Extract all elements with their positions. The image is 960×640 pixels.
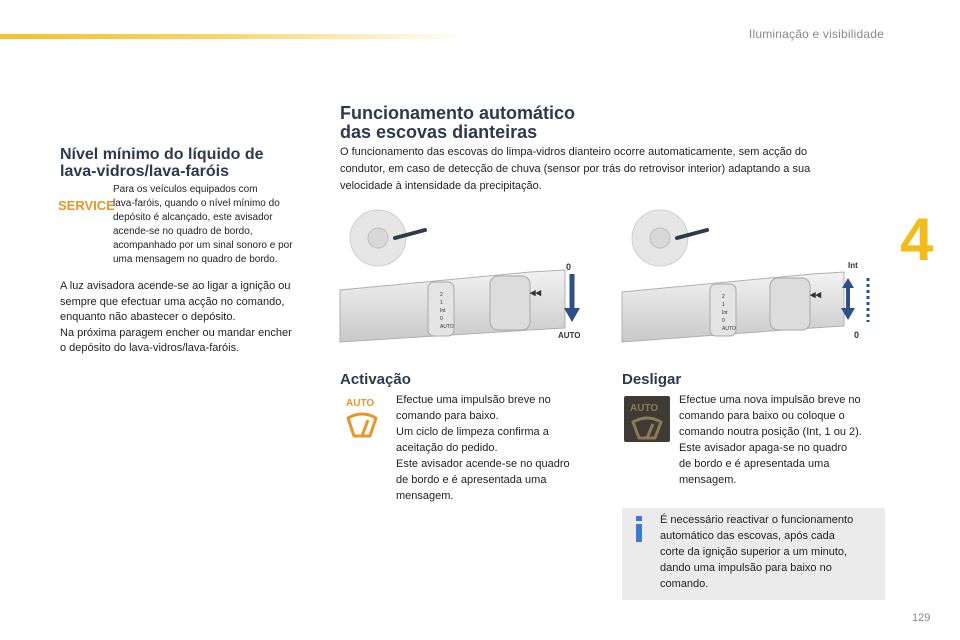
lever-label-zero: 0 (854, 330, 860, 340)
lever-tick: 1 (722, 302, 725, 308)
lever-tick: Int (722, 310, 728, 316)
lever-tick: 0 (440, 316, 443, 322)
lever-tick: Int (440, 308, 446, 314)
lever-label-zero: 0 (566, 262, 572, 272)
text-line: Efectue uma impulsão breve no (396, 394, 551, 406)
lever-deactivation-illustration (622, 212, 874, 344)
svg-text:◂◂: ◂◂ (530, 287, 542, 299)
washer-level-body (60, 279, 325, 357)
info-text (660, 512, 880, 592)
text-line: dando uma impulsão para baixo no (660, 562, 832, 574)
lever-tick: 2 (440, 292, 443, 298)
title-line: lava-vidros/lava-faróis (60, 163, 229, 180)
auto-wipers-title (340, 104, 575, 142)
auto-icon-label: AUTO (630, 403, 659, 414)
text-line: Um ciclo de limpeza confirma a (396, 426, 549, 438)
text-line: uma mensagem no quadro de bordo. (113, 254, 278, 265)
auto-icon-label: AUTO (346, 398, 375, 409)
page-number: 129 (912, 612, 931, 624)
lever-label-int: Int (848, 261, 858, 270)
text-line: comando. (660, 578, 709, 590)
text-line: Na próxima paragem encher ou mandar encher (60, 326, 292, 339)
text-line: mensagem. (396, 490, 454, 502)
text-line: de bordo e é apresentada uma (679, 458, 830, 470)
text-line: É necessário reactivar o funcionamento (660, 514, 854, 526)
lever-tick: AUTO (722, 326, 736, 332)
text-line: Este avisador acende-se no quadro (396, 458, 570, 470)
text-line: comando para baixo ou coloque o (679, 410, 845, 422)
title-line: Nível mínimo do líquido de (60, 146, 264, 163)
text-line: o depósito do lava-vidros/lava-faróis. (60, 342, 240, 354)
text-line: comando para baixo. (396, 410, 499, 422)
lever-tick: 2 (722, 294, 725, 300)
lever-tick: AUTO (440, 324, 454, 330)
text-line: Para os veículos equipados com (113, 184, 258, 195)
text-line: sempre que efectuar uma acção no comando, (60, 295, 285, 308)
text-line: corte da ignição superior a um minuto, (660, 546, 848, 558)
text-line: acende-se no quadro de bordo, (113, 226, 253, 237)
activation-title: Activação (340, 371, 411, 388)
lever-activation-illustration (340, 212, 592, 344)
top-accent-bar (0, 34, 470, 39)
text-line: enquanto não abastecer o depósito. (60, 311, 236, 323)
deactivation-text (679, 392, 894, 488)
text-line: Este avisador apaga-se no quadro (679, 442, 848, 454)
text-line: aceitação do pedido. (396, 442, 498, 454)
auto-wipers-intro (340, 144, 900, 195)
lever-tick: 0 (722, 318, 725, 324)
svg-text:◂◂: ◂◂ (810, 289, 822, 301)
text-line: de bordo e é apresentada uma (396, 474, 547, 486)
chapter-number: 4 (900, 206, 934, 273)
text-line: lava-faróis, quando o nível mínimo do (113, 198, 280, 209)
auto-wiper-off-icon (624, 396, 670, 442)
service-label: SERVICE (58, 198, 115, 213)
title-line: das escovas dianteiras (340, 122, 538, 142)
washer-level-title (60, 146, 264, 180)
info-icon (634, 516, 644, 542)
text-line: acompanhado por um sinal sonoro e por (113, 240, 293, 251)
lever-tick: 1 (440, 300, 443, 306)
text-line: automático das escovas, após cada (660, 530, 835, 542)
section-title: Iluminação e visibilidade (748, 27, 884, 41)
service-description (113, 183, 323, 267)
text-line: Efectue uma nova impulsão breve no (679, 394, 861, 406)
title-line: Funcionamento automático (340, 103, 576, 123)
arrow-down-icon (564, 308, 580, 322)
text-line: O funcionamento das escovas do limpa-vidros dianteiro ocorre automaticamente, sem acção do (340, 146, 808, 158)
text-line: comando noutra posição (Int, 1 ou 2). (679, 426, 862, 438)
service-warning-icon (57, 197, 115, 213)
text-line: depósito é alcançado, este avisador (113, 212, 273, 223)
lever-label-auto: AUTO (558, 331, 581, 340)
activation-text (396, 392, 601, 504)
auto-wiper-icon (342, 396, 382, 440)
text-line: condutor, em caso de detecção de chuva (sensor por trás do retrovisor interior) adaptando a sua (340, 163, 811, 175)
info-note (622, 508, 885, 600)
text-line: A luz avisadora acende-se ao ligar a ignição ou (60, 280, 291, 292)
deactivation-title: Desligar (622, 371, 682, 388)
text-line: velocidade à intensidade da precipitação. (340, 180, 542, 192)
text-line: mensagem. (679, 474, 737, 486)
